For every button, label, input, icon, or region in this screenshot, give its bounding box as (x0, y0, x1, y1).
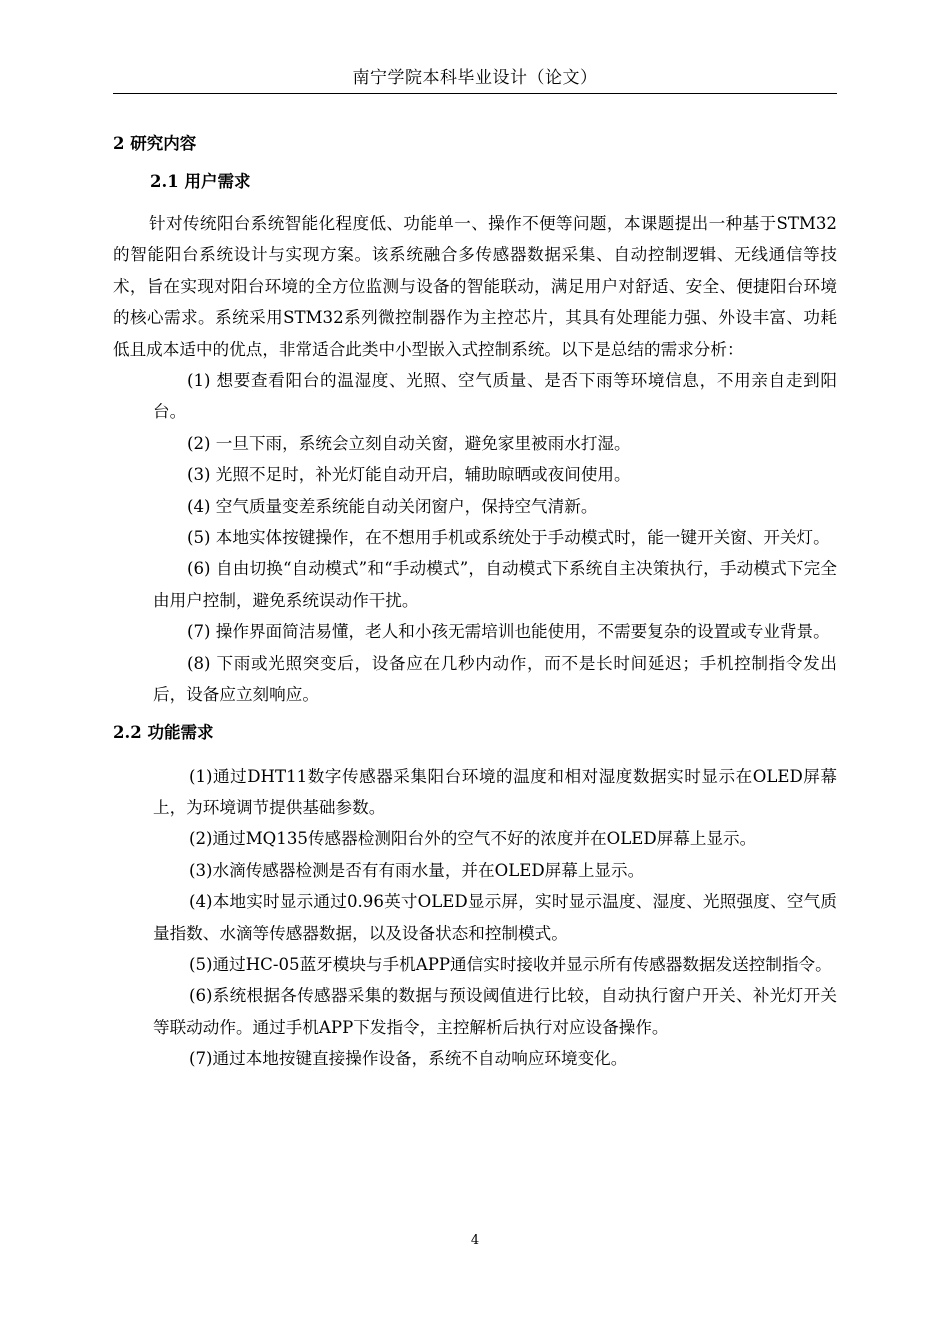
list-item: (7) 操作界面简洁易懂，老人和小孩无需培训也能使用，不需要复杂的设置或专业背景。 (187, 622, 830, 642)
list-item: (3) 光照不足时，补光灯能自动开启，辅助晾晒或夜间使用。 (187, 465, 631, 485)
list-item: (5) 本地实体按键操作，在不想用手机或系统处于手动模式时，能一键开关窗、开关灯。 (187, 528, 830, 548)
list-item: (6) 自由切换“自动模式”和“手动模式”，自动模式下系统自主决策执行，手动模式下完全由用户控制，避免系统误动作干扰。 (153, 559, 837, 610)
list-item: (2)通过MQ135传感器检测阳台外的空气不好的浓度并在OLED屏幕上显示。 (189, 829, 757, 849)
subsection-heading-functional-needs: 2.2 功能需求 (113, 722, 214, 742)
functional-needs-list (113, 761, 837, 1075)
list-item: (4)本地实时显示通过0.96英寸OLED显示屏，实时显示温度、湿度、光照强度、空气质量指数、水滴等传感器数据，以及设备状态和控制模式。 (153, 892, 837, 943)
page-number: 4 (470, 1233, 480, 1248)
list-item: (6)系统根据各传感器采集的数据与预设阈值进行比较，自动执行窗户开关、补光灯开关等联动动作。通过手机APP下发指令，主控解析后执行对应设备操作。 (153, 986, 837, 1037)
header-rule (113, 93, 837, 94)
list-item: (1)通过DHT11数字传感器采集阳台环境的温度和相对湿度数据实时显示在OLED屏幕上，为环境调节提供基础参数。 (153, 766, 837, 817)
page-content (113, 130, 837, 1075)
intro-paragraph: 针对传统阳台系统智能化程度低、功能单一、操作不便等问题，本课题提出一种基于STM32的智能阳台系统设计与实现方案。该系统融合多传感器数据采集、自动控制逻辑、无线通信等技术，旨在实现对阳台环境的全方位监测与设备的智能联动，满足用户对舒适、安全、便捷阳台环境的核心需求。系统采用STM32系列微控制器作为主控芯片，其具有处理能力强、外设丰富、功耗低且成本适中的优点，非常适合此类中小型嵌入式控制系统。以下是总结的需求分析： (113, 214, 837, 359)
list-item: (1) 想要查看阳台的温湿度、光照、空气质量、是否下雨等环境信息，不用亲自走到阳台。 (153, 371, 837, 422)
list-item: (2) 一旦下雨，系统会立刻自动关窗，避免家里被雨水打湿。 (187, 433, 631, 453)
subsection-heading-user-needs: 2.1 用户需求 (150, 172, 251, 191)
list-item: (7)通过本地按键直接操作设备，系统不自动响应环境变化。 (189, 1049, 628, 1069)
list-item: (8) 下雨或光照突变后，设备应在几秒内动作，而不是长时间延迟；手机控制指令发出后，设备应立刻响应。 (153, 653, 837, 705)
list-item: (4) 空气质量变差系统能自动关闭窗户，保持空气清新。 (187, 496, 598, 516)
list-item: (5)通过HC-05蓝牙模块与手机APP通信实时接收并显示所有传感器数据发送控制指令。 (189, 954, 832, 974)
running-header: 南宁学院本科毕业设计（论文） (352, 68, 598, 88)
section-heading: 2 研究内容 (113, 134, 197, 153)
user-needs-list (113, 365, 837, 710)
list-item: (3)水滴传感器检测是否有有雨水量，并在OLED屏幕上显示。 (189, 860, 645, 880)
